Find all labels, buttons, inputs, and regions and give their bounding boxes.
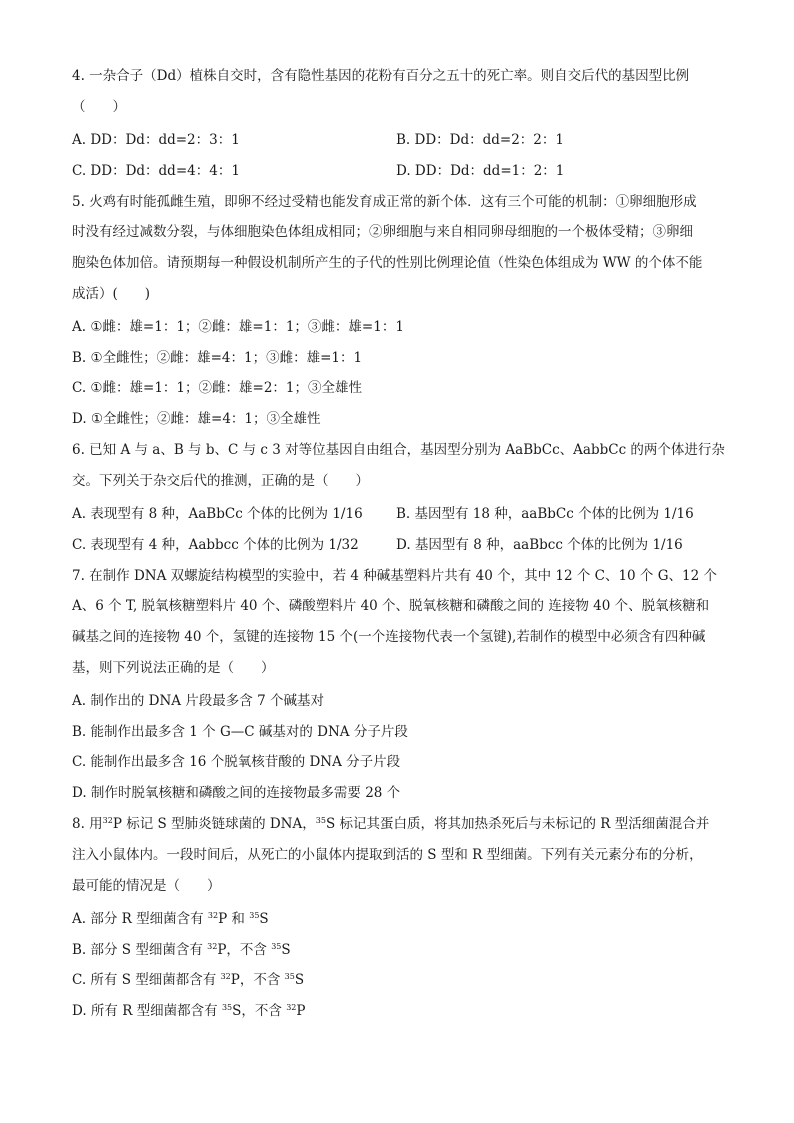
q8-stem-line1	[72, 814, 709, 834]
q8-d-mid: S，不含	[232, 1003, 287, 1019]
q6-stem-line1: 6. 已知 A 与 a、B 与 b、C 与 c 3 对等位基因自由组合，基因型分别为 AaBbCc、AabbCc 的两个体进行杂	[72, 442, 725, 458]
q4-option-a: A. DD：Dd：dd=2：3：1	[72, 132, 240, 148]
q5-stem-line2: 时没有经过减数分裂，与体细胞染色体组成相同；②卵细胞与来自相同卵母细胞的一个极体受精；③卵细	[72, 224, 693, 240]
q8-c-mid: P，不含	[230, 972, 285, 988]
q6-option-a: A. 表现型有 8 种，AaBbCc 个体的比例为 1/16	[72, 506, 363, 522]
q8-d-end: P	[296, 1003, 306, 1019]
q6-stem-line2: 交。下列关于杂交后代的推测，正确的是（ ）	[72, 473, 369, 489]
q4-stem-line2: （ ）	[72, 99, 126, 115]
q5-option-c: C. ①雌：雄=1：1；②雌：雄=2：1；③全雄性	[72, 380, 363, 396]
q8-c-end: S	[294, 972, 305, 988]
q4-stem-line1: 4. 一杂合子（Dd）植株自交时，含有隐性基因的花粉有百分之五十的死亡率。则自交后代的基因型比例	[72, 68, 690, 84]
q8-a-pre: A. 部分 R 型细菌含有	[72, 911, 208, 927]
q5-stem-line1: 5. 火鸡有时能孤雌生殖，即卵不经过受精也能发育成正常的新个体．这有三个可能的机制：①卵细胞形成	[72, 194, 697, 210]
q8-option-b	[72, 940, 291, 960]
q4-option-b: B. DD：Dd：dd=2：2：1	[396, 132, 564, 148]
isotope-32: 32	[102, 816, 113, 825]
q8-b-end: S	[281, 942, 291, 958]
q8-stem-line3: 最可能的情况是（ ）	[72, 878, 221, 894]
q8-c-pre: C. 所有 S 型细菌都含有	[72, 972, 221, 988]
q8-b-mid: P，不含	[217, 942, 272, 958]
q5-option-a: A. ①雌：雄=1：1；②雌：雄=1：1；③雌：雄=1：1	[72, 319, 404, 335]
q7-stem-line4: 基，则下列说法正确的是（ ）	[72, 660, 275, 676]
q7-stem-line2: A、6 个 T, 脱氧核糖塑料片 40 个、磷酸塑料片 40 个、脱氧核糖和磷酸之间的 连接物 40 个、脱氧核糖和	[72, 598, 710, 614]
isotope-32: 32	[207, 911, 219, 920]
q5-stem-line4: 成活）( )	[72, 286, 151, 302]
isotope-32: 32	[220, 972, 231, 981]
q8-d-pre: D. 所有 R 型细菌都含有	[72, 1003, 222, 1019]
q5-option-d: D. ①全雌性；②雌：雄=4：1；③全雄性	[72, 411, 321, 427]
isotope-35: 35	[221, 1003, 233, 1012]
q8-option-a	[72, 909, 269, 929]
q8-text-p: P 标记 S 型肺炎链球菌的 DNA，	[112, 816, 316, 832]
q6-option-d: D. 基因型有 8 种，aaBbcc 个体的比例为 1/16	[396, 537, 683, 553]
q4-option-c: C. DD：Dd：dd=4：4：1	[72, 163, 240, 179]
q7-option-a: A. 制作出的 DNA 片段最多含 7 个碱基对	[72, 693, 324, 709]
q8-number: 8. 用	[72, 816, 103, 832]
q8-text-s: S 标记其蛋白质，将其加热杀死后与未标记的 R 型活细菌混合并	[325, 816, 710, 832]
q5-option-b: B. ①全雌性；②雌：雄=4：1；③雌：雄=1：1	[72, 350, 363, 366]
isotope-35: 35	[315, 816, 326, 825]
q8-option-c	[72, 970, 304, 990]
isotope-35: 35	[284, 972, 295, 981]
q7-option-c: C. 能制作出最多含 16 个脱氧核苷酸的 DNA 分子片段	[72, 754, 401, 770]
q7-option-d: D. 制作时脱氧核糖和磷酸之间的连接物最多需要 28 个	[72, 785, 401, 801]
q7-stem-line1: 7. 在制作 DNA 双螺旋结构模型的实验中，若 4 种碱基塑料片共有 40 个，其中 12 个 C、10 个 G、12 个	[72, 568, 717, 584]
q4-option-d: D. DD：Dd：dd=1：2：1	[396, 163, 565, 179]
q5-stem-line3: 胞染色体加倍。请预期每一种假设机制所产生的子代的性别比例理论值（性染色体组成为 WW 的个体不能	[72, 255, 703, 271]
isotope-35: 35	[271, 942, 282, 951]
q8-a-mid: P 和	[218, 911, 250, 927]
q8-b-pre: B. 部分 S 型细菌含有	[72, 942, 208, 958]
q8-option-d	[72, 1001, 305, 1021]
q6-option-c: C. 表现型有 4 种，Aabbcc 个体的比例为 1/32	[72, 537, 359, 553]
isotope-32: 32	[207, 942, 218, 951]
isotope-32: 32	[286, 1003, 297, 1012]
isotope-35: 35	[249, 911, 260, 920]
q7-stem-line3: 碱基之间的连接物 40 个，氢键的连接物 15 个(一个连接物代表一个氢键),若制作的模型中必须含有四种碱	[72, 629, 706, 645]
q8-stem-line2: 注入小鼠体内。一段时间后，从死亡的小鼠体内提取到活的 S 型和 R 型细菌。下列有关元素分布的分析，	[72, 847, 703, 863]
q7-option-b: B. 能制作出最多含 1 个 G—C 碱基对的 DNA 分子片段	[72, 724, 408, 740]
q8-a-end: S	[259, 911, 269, 927]
q6-option-b: B. 基因型有 18 种，aaBbCc 个体的比例为 1/16	[396, 506, 694, 522]
